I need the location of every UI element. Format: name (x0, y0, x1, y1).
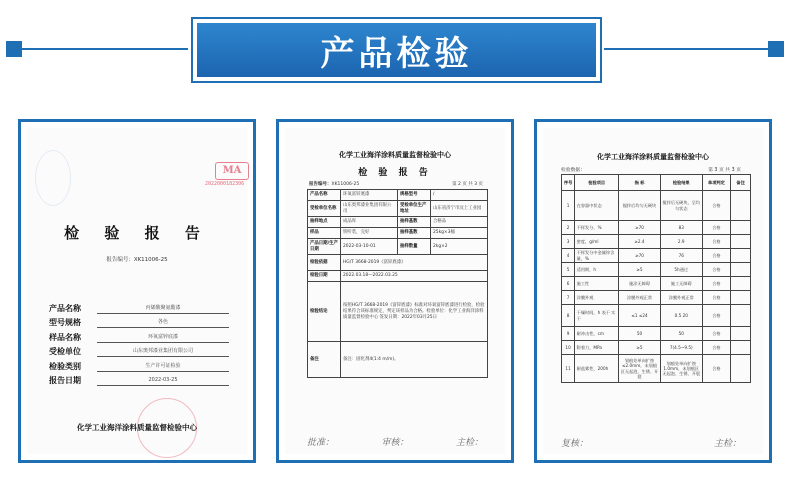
summary-row-value: 成品库 (341, 217, 398, 228)
summary-row-value: 2022-03-10-01 (341, 239, 398, 255)
data-table-row (562, 235, 751, 249)
cover-field-value: 丙烯酸聚氨酯漆 (97, 304, 229, 314)
data-table-row (562, 221, 751, 235)
cover-field-value: 各色 (97, 318, 229, 328)
cover-field-value: 环氧富锌底漆 (97, 333, 229, 343)
data-cell-judge: 合格 (702, 263, 731, 277)
summary-row-label: 样品 (308, 228, 341, 239)
data-cell-result: 搅拌后无硬块，呈均匀状态 (660, 191, 702, 221)
data-cell-item: 不挥发分，% (575, 221, 619, 235)
summary-row-value: 备注：固化剂4(1:4 m/m)。 (341, 342, 488, 378)
data-cell-no: 6 (562, 277, 575, 291)
summary-row-value: 山东省济宁市汶上工业园 (431, 201, 488, 217)
summary-meta: 报告编号：XK11006-25 第 2 页 共 3 页 (309, 182, 483, 187)
summary-row-label: 备注 (308, 342, 341, 378)
data-cell-no: 5 (562, 263, 575, 277)
data-cell-no: 10 (562, 341, 575, 355)
data-cell-no: 1 (562, 191, 575, 221)
data-cell-no: 9 (562, 327, 575, 341)
data-cell-result: 划痕处单向扩蚀1.0mm，未划痕区无起泡、生锈、开裂 (660, 355, 702, 383)
data-cell-no: 8 (562, 305, 575, 327)
banner-title-box (191, 17, 602, 83)
data-cell-judge: 合格 (702, 235, 731, 249)
summary-table-row (308, 255, 488, 271)
summary-row-label: 检验依据 (308, 255, 341, 271)
data-cell-judge: 合格 (702, 341, 731, 355)
data-table-row (562, 191, 751, 221)
data-cell-item: 附着力，MPa (575, 341, 619, 355)
data-cell-judge: 合格 (702, 305, 731, 327)
data-cell-judge: 合格 (702, 249, 731, 263)
data-cell-item: 适用期，h (575, 263, 619, 277)
data-cell-item: 耐盐雾性，200h (575, 355, 619, 383)
report-cover-card[interactable] (18, 119, 256, 463)
summary-table (307, 189, 488, 378)
cover-field-row (49, 372, 229, 387)
data-table-row (562, 249, 751, 263)
cover-field-label: 产品名称 (49, 303, 81, 313)
data-cell-note (731, 327, 751, 341)
data-cell-spec: ≥70 (619, 221, 661, 235)
summary-table-row (308, 228, 488, 239)
cover-field-row (49, 328, 229, 343)
data-cell-no: 4 (562, 249, 575, 263)
summary-table-row (308, 217, 488, 228)
data-cell-judge: 合格 (702, 277, 731, 291)
data-table-row (562, 341, 751, 355)
cover-field-label: 型号规格 (49, 318, 81, 327)
cover-field-label: 报告日期 (49, 376, 81, 385)
cover-field-row (49, 314, 229, 329)
data-cell-item: 密度，g/ml (575, 235, 619, 249)
banner-left-line (18, 48, 188, 50)
report-data-page (543, 128, 763, 454)
data-meta: 检验数据： 第 3 页 共 3 页 (561, 168, 741, 173)
signature: 批准： (307, 438, 335, 448)
data-cell-spec: 50 (619, 327, 661, 341)
data-cell-note (731, 235, 751, 249)
data-cell-spec: ≥5 (619, 263, 661, 277)
summary-row-label: 受检单位生产地址 (398, 201, 431, 217)
data-cell-result: 50 (660, 327, 702, 341)
summary-row-value: 2kg×2 (431, 239, 488, 255)
data-cell-note (731, 291, 751, 305)
data-cell-item: 耐冲击性，cm (575, 327, 619, 341)
summary-row-label: 抽样数量 (398, 239, 431, 255)
signature: 复核： (561, 439, 589, 449)
data-cell-item: 不挥发分中金属锌含量，% (575, 249, 619, 263)
summary-row-value: / (431, 190, 488, 201)
summary-row-label: 产品日期/生产日期 (308, 239, 341, 255)
signature: 审核： (381, 438, 409, 448)
data-cell-spec: ≥70 (619, 249, 661, 263)
summary-row-label: 规格型号 (398, 190, 431, 201)
data-cell-item: 在容器中状态 (575, 191, 619, 221)
report-summary-card[interactable] (276, 119, 514, 463)
data-table-row (562, 277, 751, 291)
report-summary-page (285, 128, 505, 454)
summary-row-label: 检验日期 (308, 271, 341, 282)
summary-row-value: 合格品 (431, 217, 488, 228)
summary-row-value: 按照HG/T 3668-2019《富锌底漆》标准对环氧富锌底漆进行检验，检验结果符合该标准规定，判定该样品为合格。检验单位：化学工业海洋涂料质量监督检验中心 签发日期：2022年03月25日 (341, 282, 488, 342)
data-cell-judge: 合格 (702, 191, 731, 221)
data-cell-judge: 合格 (702, 221, 731, 235)
summary-row-value: 山东奥邦漆业集团有限公司 (341, 201, 398, 217)
data-cell-note (731, 305, 751, 327)
cover-field-row (49, 343, 229, 358)
cover-field-row (49, 357, 229, 372)
cover-report-number: 报告编号：XK11006-25 (106, 257, 168, 263)
data-cell-judge: 合格 (702, 355, 731, 383)
data-cell-result: 施工无障碍 (660, 277, 702, 291)
summary-row-label: 检验结论 (308, 282, 341, 342)
data-cell-spec: ≥5 (619, 341, 661, 355)
summary-row-label: 抽样基数 (398, 228, 431, 239)
data-cell-item: 施工性 (575, 277, 619, 291)
data-cell-spec: 施涂无障碍 (619, 277, 661, 291)
data-cell-result: 5h通过 (660, 263, 702, 277)
data-cell-result: 76 (660, 249, 702, 263)
summary-title: 检 验 报 告 (358, 168, 432, 178)
summary-row-value: 25kg×3桶 (431, 228, 488, 239)
cover-field-label: 受检单位 (49, 347, 81, 356)
data-table-row (562, 355, 751, 383)
data-table (561, 174, 751, 383)
summary-row-value: HG/T 3668-2019《富锌底漆》 (341, 255, 488, 271)
cover-footer-org: 化学工业海洋涂料质量监督检验中心 (77, 423, 197, 432)
data-cell-no: 3 (562, 235, 575, 249)
data-cell-note (731, 355, 751, 383)
summary-signatures (307, 435, 483, 448)
data-signatures (561, 436, 741, 449)
data-cell-item: 干燥时间，h 表干 实干 (575, 305, 619, 327)
data-table-row (562, 291, 751, 305)
summary-row-label: 抽样基数 (398, 217, 431, 228)
data-cell-result: 2.9 (660, 235, 702, 249)
cover-field-value: 山东奥邦漆业集团有限公司 (97, 347, 229, 357)
cover-field-label: 检验类别 (49, 361, 81, 371)
summary-table-row (308, 239, 488, 255)
report-cover-page (27, 128, 247, 454)
summary-row-label: 受检单位名称 (308, 201, 341, 217)
data-cell-note (731, 263, 751, 277)
data-cell-note (731, 221, 751, 235)
data-cell-judge: 合格 (702, 327, 731, 341)
data-cell-spec: 划痕处单向扩蚀≤2.0mm，未划痕区无起泡、生锈、开裂 (619, 355, 661, 383)
summary-table-row (308, 271, 488, 282)
data-cell-result: 7(4.5~9.5) (660, 341, 702, 355)
cover-field-row (49, 299, 229, 314)
cover-field-label: 样品名称 (49, 332, 81, 342)
data-cell-result: 涂膜外观正常 (660, 291, 702, 305)
data-cell-spec: 涂膜外观正常 (619, 291, 661, 305)
data-table-header-cell: 指 标 (619, 175, 661, 191)
cover-title: 检 验 报 告 (64, 224, 210, 242)
data-table-header-cell: 单项判定 (702, 175, 731, 191)
banner-title: 产品检验 (320, 33, 473, 74)
data-cell-judge: 合格 (702, 291, 731, 305)
data-cell-spec: ≤1 ≤24 (619, 305, 661, 327)
signature: 主检： (713, 439, 741, 449)
data-cell-spec: ≥2.4 (619, 235, 661, 249)
summary-org: 化学工业海洋涂料质量监督检验中心 (339, 151, 451, 159)
data-org: 化学工业海洋涂料质量监督检验中心 (597, 153, 709, 161)
cma-code: 2022000182306 (205, 181, 245, 187)
cover-fields (49, 299, 229, 386)
data-table-row (562, 263, 751, 277)
summary-row-value: 铁听装，完好 (341, 228, 398, 239)
data-cell-note (731, 249, 751, 263)
data-cell-result: 83 (660, 221, 702, 235)
data-table-header-cell: 序号 (562, 175, 575, 191)
data-cell-result: 0.5 20 (660, 305, 702, 327)
summary-table-row (308, 190, 488, 201)
data-cell-no: 2 (562, 221, 575, 235)
data-cell-item: 涂膜外观 (575, 291, 619, 305)
data-cell-note (731, 341, 751, 355)
report-data-card[interactable] (534, 119, 772, 463)
data-table-header-cell: 备注 (731, 175, 751, 191)
summary-row-value: 环氧富锌底漆 (341, 190, 398, 201)
data-table-header (562, 175, 751, 191)
summary-row-label: 产品名称 (308, 190, 341, 201)
data-table-row (562, 327, 751, 341)
summary-row-label: 抽样地点 (308, 217, 341, 228)
summary-table-row (308, 342, 488, 378)
cover-field-value: 生产许可证检验 (97, 362, 229, 372)
data-cell-no: 7 (562, 291, 575, 305)
data-table-row (562, 305, 751, 327)
signature: 主检： (455, 438, 483, 448)
banner-right-line (604, 48, 772, 50)
data-cell-spec: 搅拌后均匀无硬块 (619, 191, 661, 221)
summary-row-value: 2022.03.18—2022.03.25 (341, 271, 488, 282)
watermark-seal-icon (35, 150, 71, 206)
data-table-header-cell: 检验项目 (575, 175, 619, 191)
data-table-header-cell: 检验结果 (660, 175, 702, 191)
cover-field-value: 2022-03-25 (97, 376, 229, 386)
summary-table-row (308, 282, 488, 342)
data-cell-note (731, 277, 751, 291)
data-cell-no: 11 (562, 355, 575, 383)
cma-stamp-icon: MA (215, 162, 249, 180)
banner-right-square (768, 41, 784, 57)
data-cell-note (731, 191, 751, 221)
summary-table-row (308, 201, 488, 217)
